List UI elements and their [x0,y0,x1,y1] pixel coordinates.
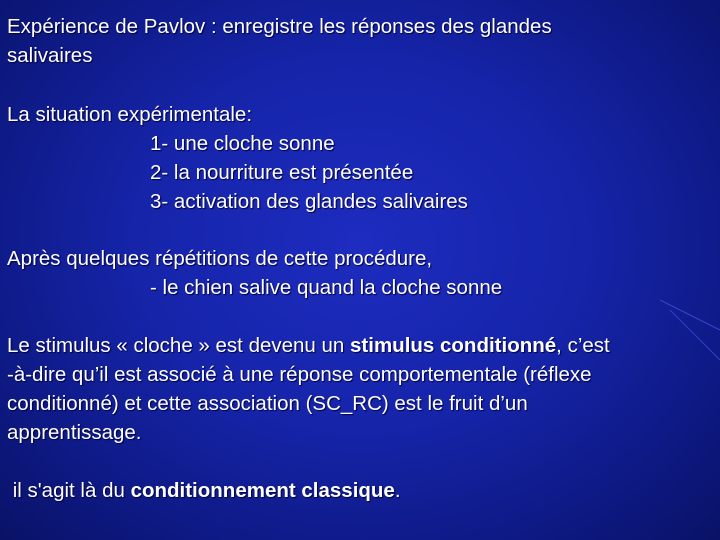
situation-step-3: 3- activation des glandes salivaires [150,190,468,213]
slide-title [7,12,552,70]
situation-step-2: 2- la nourriture est présentée [150,161,414,184]
title-line-2: salivaires [7,44,93,67]
conclusion-bold: conditionnement classique [130,479,395,502]
stimulus-line-2: -à-dire qu’il est associé à une réponse comportementale (réflexe [7,363,592,386]
stimulus-line-3: conditionné) et cette association (SC_RC) est le fruit d’un [7,392,528,415]
apres-section [7,244,502,302]
stimulus-line-4: apprentissage. [7,421,142,444]
situation-step-1: 1- une cloche sonne [150,132,335,155]
apres-line-1: Après quelques répétitions de cette procédure, [7,247,433,270]
decorative-lines [660,300,720,540]
apres-line-2: - le chien salive quand la cloche sonne [150,276,503,299]
situation-section [7,100,468,216]
stimulus-section [7,331,610,447]
conclusion-text-a: il s'agit là du [7,479,131,502]
conclusion-section [7,476,401,505]
stimulus-text-a: Le stimulus « cloche » est devenu un [7,334,351,357]
stimulus-text-b: , c’est [556,334,610,357]
stimulus-conditionne-bold: stimulus conditionné [350,334,557,357]
conclusion-line [7,476,401,505]
conclusion-text-b: . [394,479,401,502]
title-line-1: Expérience de Pavlov : enregistre les réponses des glandes [7,15,552,38]
stimulus-line-1 [7,331,610,360]
situation-heading: La situation expérimentale: [7,103,253,126]
